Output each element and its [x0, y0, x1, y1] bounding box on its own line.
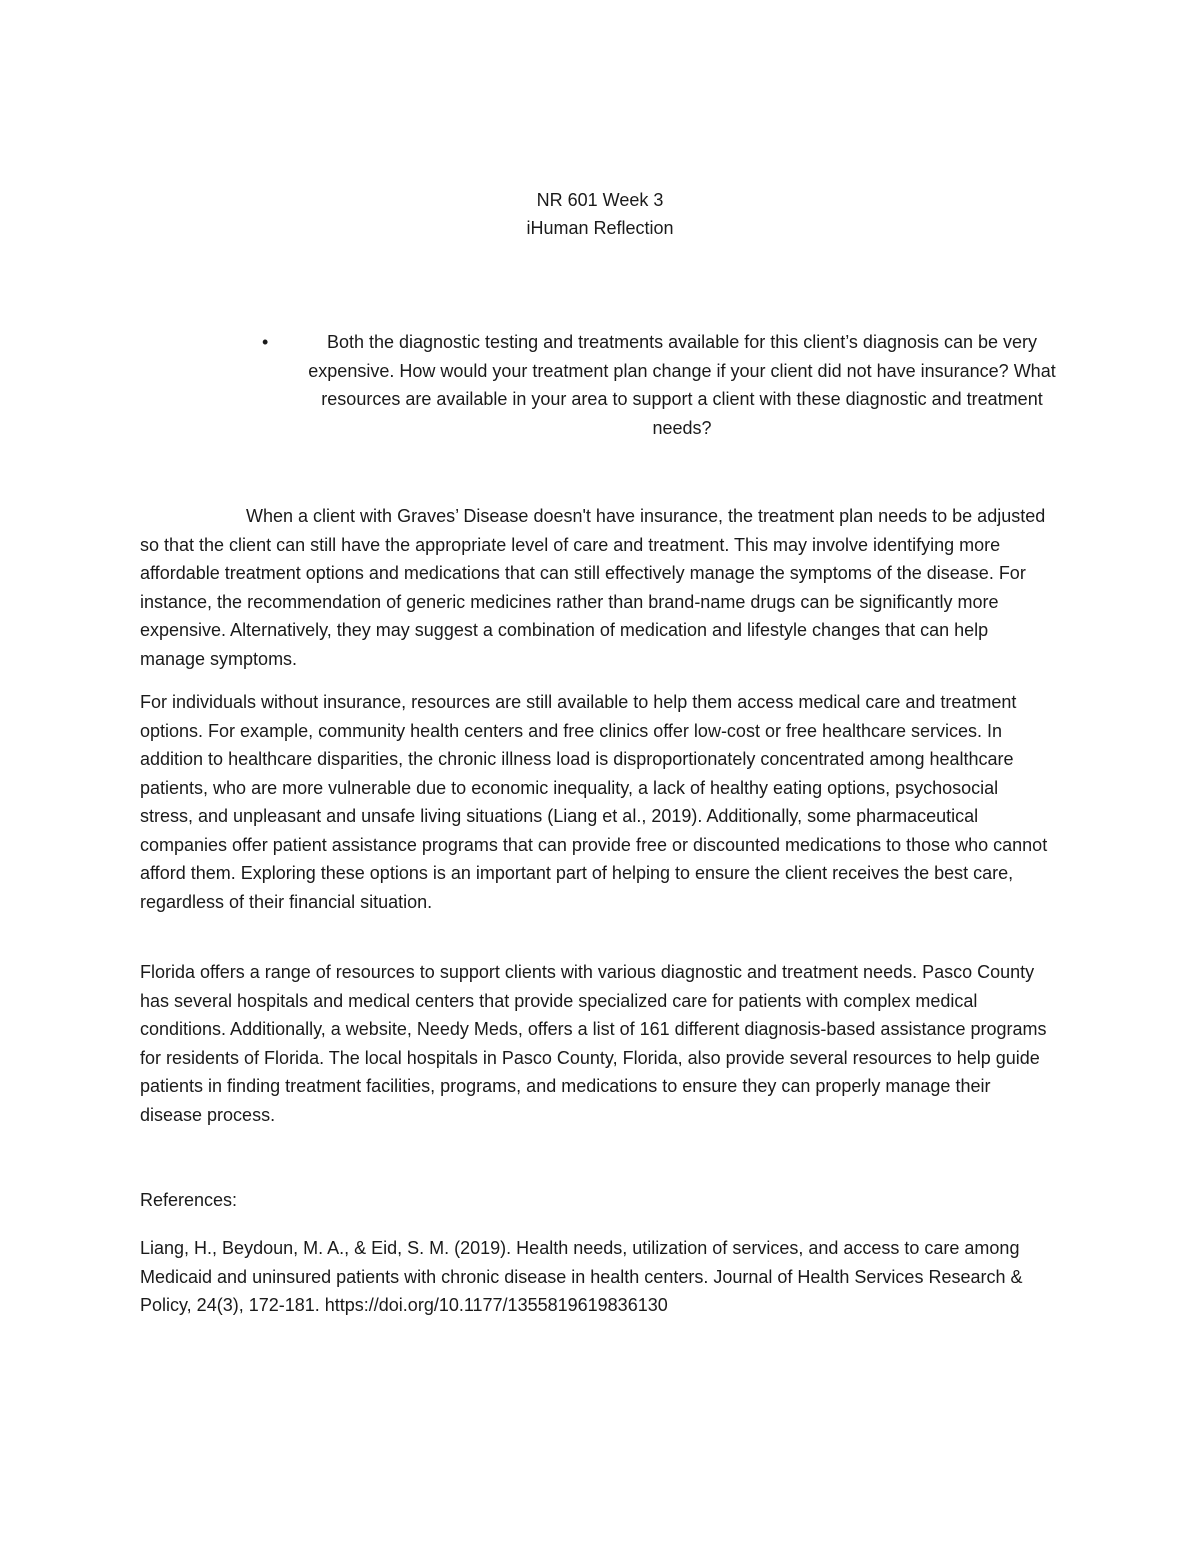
- reference-entry: Liang, H., Beydoun, M. A., & Eid, S. M. (2019). Health needs, utilization of services, and access to care among Medicaid and uninsured patients with chronic disease in health centers. Journal of Health Services Research & Policy, 24(3), 172-181. https://doi.org/10.1177/1355819619836130: [140, 1238, 1023, 1315]
- bullet-icon: •: [262, 332, 269, 352]
- paragraph-1: When a client with Graves’ Disease doesn't have insurance, the treatment plan needs to be adjusted so that the client can still have the appropriate level of care and treatment. This may involve identifying more affordable treatment options and medications that can still effectively manage the symptoms of the disease. For instance, the recommendation of generic medicines rather than brand-name drugs can be significantly more expensive. Alternatively, they may suggest a combination of medication and lifestyle changes that can help manage symptoms.: [140, 506, 1046, 669]
- question-block: [262, 328, 1062, 442]
- paragraph-2: For individuals without insurance, resources are still available to help them access medical care and treatment options. For example, community health centers and free clinics offer low-cost or free healthcare services. In addition to healthcare disparities, the chronic illness load is disproportionately concentrated among healthcare patients, who are more vulnerable due to economic inequality, a lack of healthy eating options, psychosocial stress, and unpleasant and unsafe living situations (Liang et al., 2019). Additionally, some pharmaceutical companies offer patient assistance programs that can provide free or discounted medications to those who cannot afford them. Exploring these options is an important part of helping to ensure the client receives the best care, regardless of their financial situation.: [140, 692, 1048, 912]
- assignment-title: iHuman Reflection: [526, 218, 674, 238]
- title-block: [0, 186, 1200, 242]
- references-heading: References:: [140, 1190, 238, 1210]
- question-text: Both the diagnostic testing and treatments available for this client’s diagnosis can be very expensive. How would your treatment plan change if your client did not have insurance? What resources are available in your area to support a client with these diagnostic and treatment needs?: [308, 332, 1056, 438]
- course-title: NR 601 Week 3: [536, 190, 664, 210]
- paragraph-3: Florida offers a range of resources to support clients with various diagnostic and treatment needs. Pasco County has several hospitals and medical centers that provide specialized care for patients with complex medical conditions. Additionally, a website, Needy Meds, offers a list of 161 different diagnosis-based assistance programs for residents of Florida. The local hospitals in Pasco County, Florida, also provide several resources to help guide patients in finding treatment facilities, programs, and medications to ensure they can properly manage their disease process.: [140, 962, 1047, 1125]
